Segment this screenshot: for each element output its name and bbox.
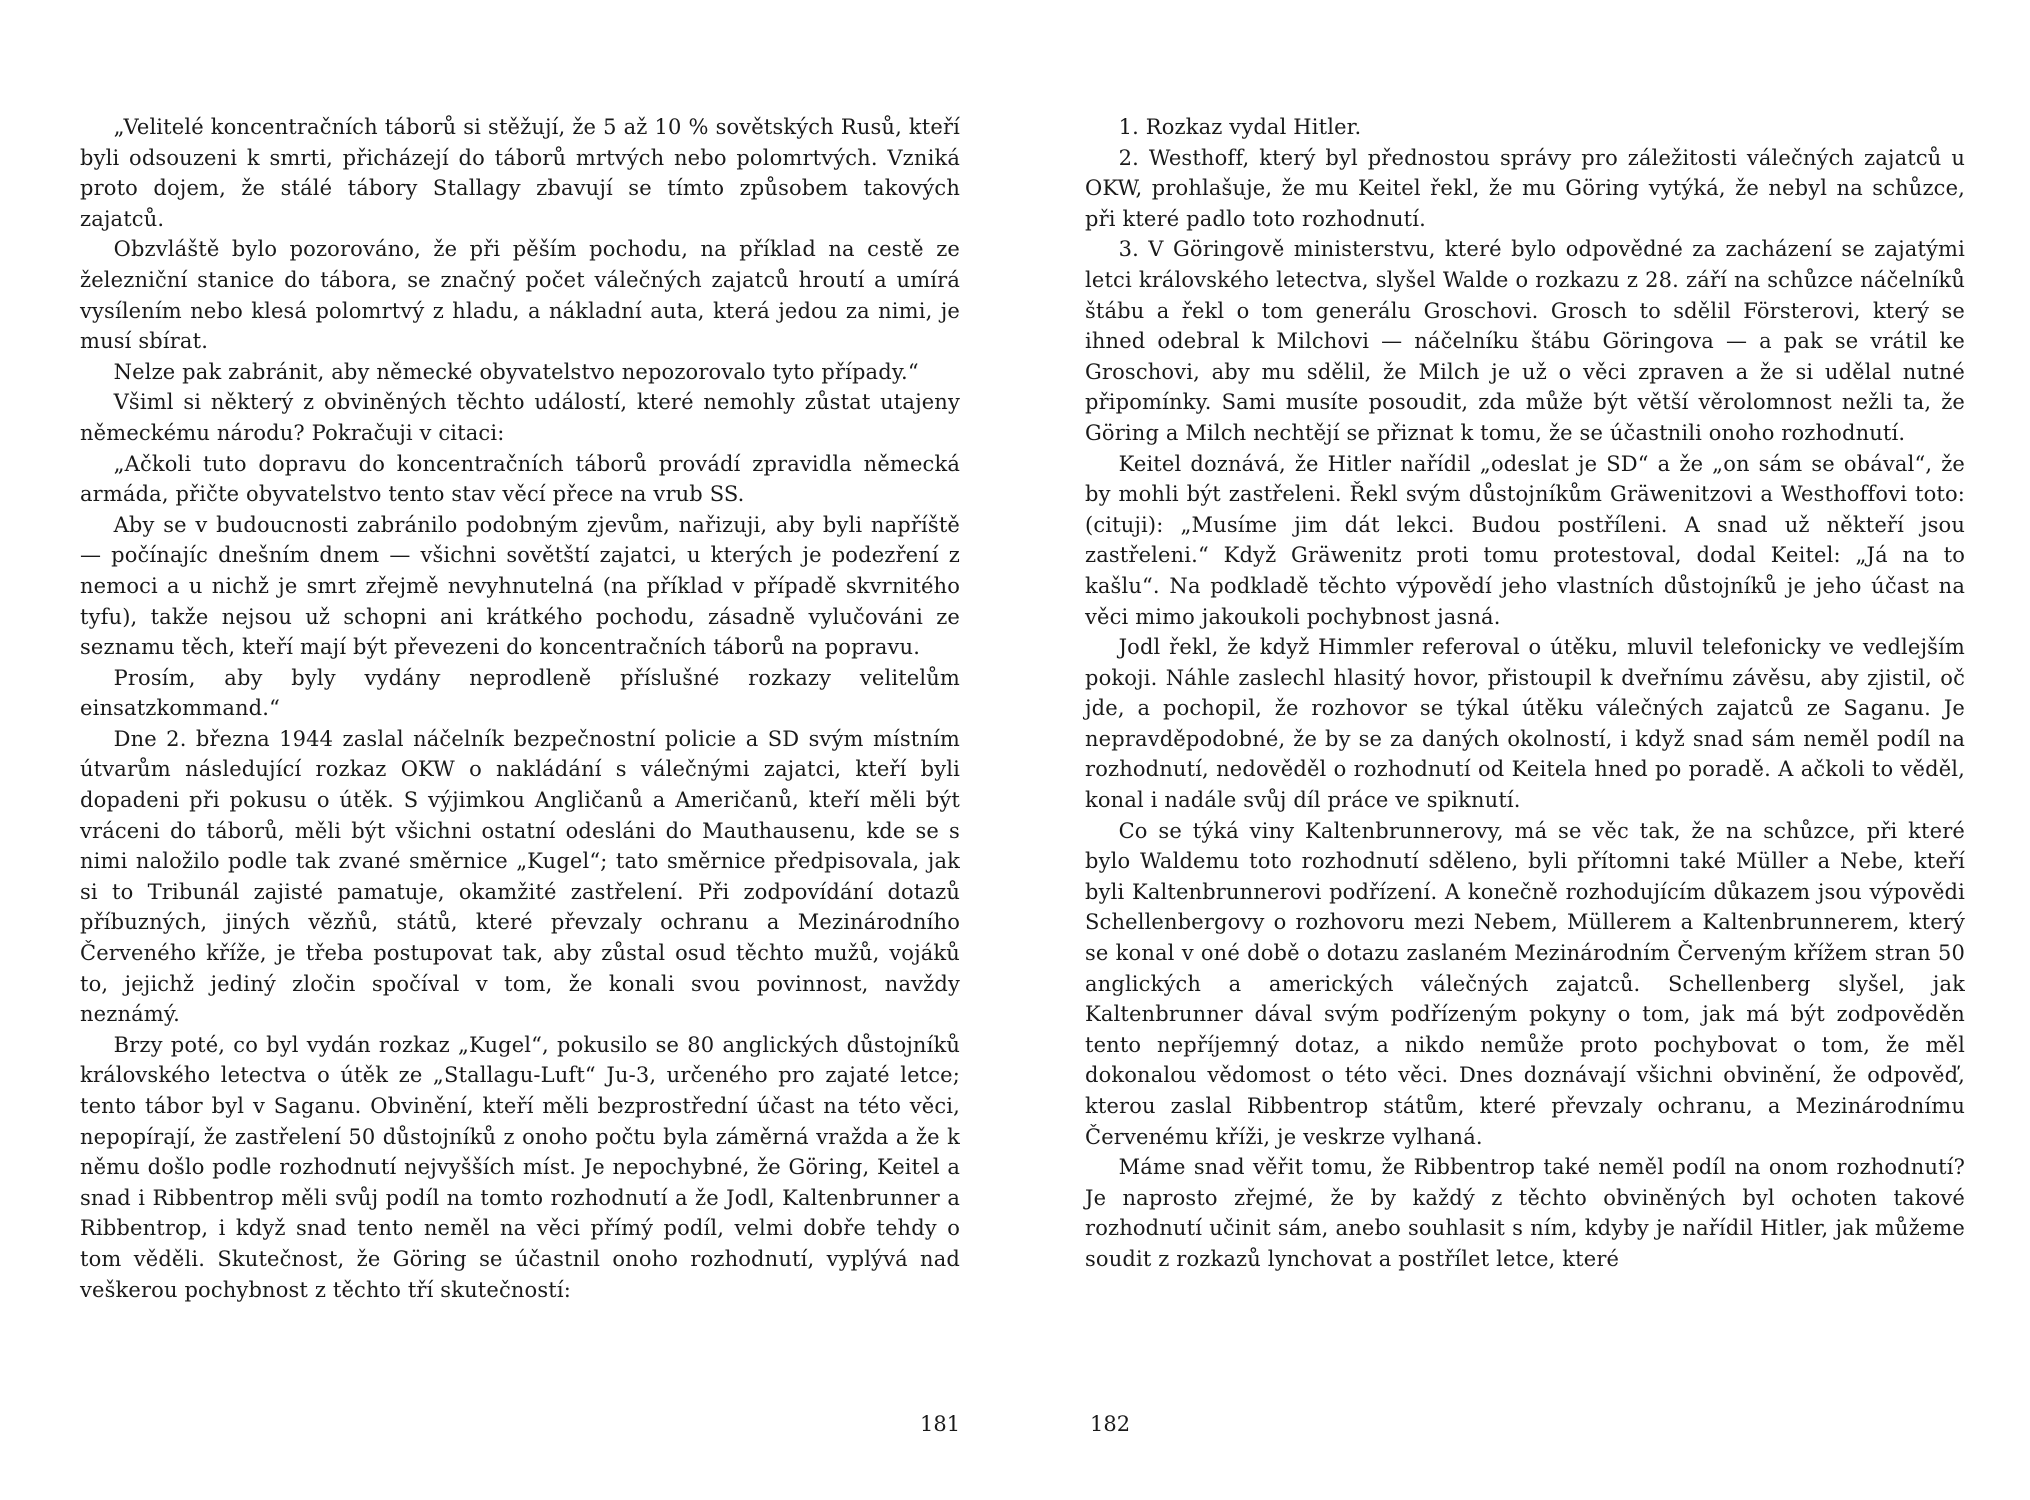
numbered-item: 2. Westhoff, který byl přednostou správy pro záležitosti válečných zajatců u OKW, prohlašuje, že mu Keitel řekl, že mu Göring vytýká, že nebyl na schůzce, při které padlo toto rozhodnutí. (1085, 145, 1965, 231)
paragraph: Aby se v budoucnosti zabránilo podobným zjevům, nařizuji, aby byli napříště — počínajíc dnešním dnem — všichni sovětští zajatci, u kterých je podezření z nemoci a u nichž je smrt zřejmě nevyhnutelná (na příklad v případě skvrnitého tyfu), takže nejsou už schopni ani krátkého pochodu, zásadně vylučováni ze seznamu těch, kteří mají být převezeni do koncentračních táborů na popravu. (80, 512, 960, 660)
paragraph: Všiml si některý z obviněných těchto událostí, které nemohly zůstat utajeny německému národu? Pokračuji v citaci: (80, 390, 960, 445)
left-page (80, 112, 960, 1452)
paragraph: Jodl řekl, že když Himmler referoval o útěku, mluvil telefonicky ve vedlejším pokoji. Náhle zaslechl hlasitý hovor, přistoupil k dveřnímu závěsu, aby zjistil, oč jde, a pochopil, že rozhovor se týkal útěku válečných zajatců ze Saganu. Je nepravděpodobné, že by se za daných okolností, i když snad sám neměl podíl na rozhodnutí, nedověděl o rozhodnutí od Keitela hned po poradě. A ačkoli to věděl, konal i nadále svůj díl práce ve spiknutí. (1085, 635, 1965, 813)
paragraph: Dne 2. března 1944 zaslal náčelník bezpečnostní policie a SD svým místním útvarům následující rozkaz OKW o nakládání s válečnými zajatci, kteří byli dopadeni při pokusu o útěk. S výjimkou Angličanů a Američanů, kteří měli být vráceni do táborů, měli být všichni ostatní odesláni do Mauthausenu, kde se s nimi naložilo podle tak zvané směrnice „Kugel“; tato směrnice předpisovala, jak si to Tribunál zajisté pamatuje, okamžité zastřelení. Při zodpovídání dotazů příbuzných, jiných vězňů, států, které převzaly ochranu a Mezinárodního Červeného kříže, je třeba postupovat tak, aby zůstal osud těchto mužů, vojáků to, jejichž jediný zločin spočíval v tom, že konali svou povinnost, navždy neznámý. (80, 726, 960, 1027)
left-page-body (80, 112, 960, 1305)
numbered-item: 1. Rozkaz vydal Hitler. (1118, 115, 1362, 139)
paragraph: Prosím, aby byly vydány neprodleně příslušné rozkazy velitelům einsatzkommand.“ (80, 665, 960, 721)
paragraph: Nelze pak zabránit, aby německé obyvatelstvo nepozorovalo tyto případy.“ (113, 359, 919, 384)
page-number: 181 (920, 1412, 961, 1436)
paragraph: Máme snad věřit tomu, že Ribbentrop také neměl podíl na onom rozhodnutí? Je naprosto zřejmé, že by každý z těchto obviněných byl ochoten takové rozhodnutí učinit sám, anebo souhlasit s ním, kdyby je nařídil Hitler, jak můžeme soudit z rozkazů lynchovat a postřílet letce, které (1085, 1155, 1965, 1271)
paragraph: Brzy poté, co byl vydán rozkaz „Kugel“, pokusilo se 80 anglických důstojníků královského letectva o útěk ze „Stallagu-Luft“ Ju-3, určeného pro zajaté letce; tento tábor byl v Saganu. Obvinění, kteří měli bezprostřední účast na této věci, nepopírají, že zastřelení 50 důstojníků z onoho počtu byla záměrná vražda a že k němu došlo podle rozhodnutí nejvyšších míst. Je nepochybné, že Göring, Keitel a snad i Ribbentrop měli svůj podíl na tomto rozhodnutí a že Jodl, Kaltenbrunner a Ribbentrop, i když snad tento neměl na věci přímý podíl, velmi dobře tehdy o tom věděli. Skutečnost, že Göring se účastnil onoho rozhodnutí, vyplývá nad veškerou pochybnost z těchto tří skutečností: (80, 1032, 960, 1302)
paragraph: Obzvláště bylo pozorováno, že při pěším pochodu, na příklad na cestě ze železniční stanice do tábora, se značný počet válečných zajatců hroutí a umírá vysílením nebo klesá polomrtvý z hladu, a nákladní auta, která jedou za nimi, je musí sbírat. (80, 237, 960, 354)
right-page (1085, 112, 1965, 1452)
page-number: 182 (1090, 1412, 1131, 1436)
paragraph: Co se týká viny Kaltenbrunnerovy, má se věc tak, že na schůzce, při které bylo Waldemu toto rozhodnutí sděleno, byli přítomni také Müller a Nebe, kteří byli Kaltenbrunnerovi podřízení. A konečně rozhodujícím důkazem jsou výpovědi Schellenbergovy o rozhovoru mezi Nebem, Müllerem a Kaltenbrunnerem, který se konal v oné době o dotazu zaslaném Mezinárodním Červeným křížem stran 50 anglických a amerických válečných zajatců. Schellenberg slyšel, jak Kaltenbrunner dával svým podřízeným pokyny o tom, jak má být zodpověděn tento nepříjemný dotaz, a nikdo nemůže proto pochybovat o tom, že měl dokonalou vědomost o této věci. Dnes doznávají všichni obvinění, že odpověď, kterou zaslal Ribbentrop státům, které převzaly ochranu, a Mezinárodnímu Červenému kříži, je veskrze vylhaná. (1085, 818, 1965, 1149)
paragraph: „Ačkoli tuto dopravu do koncentračních táborů provádí zpravidla německá armáda, přičte obyvatelstvo tento stav věcí přece na vrub SS. (80, 451, 960, 507)
right-page-body (1085, 112, 1965, 1275)
numbered-item: 3. V Göringově ministerstvu, které bylo odpovědné za zacházení se zajatými letci královského letectva, slyšel Walde o rozkazu z 28. září na schůzce náčelníků štábu a řekl o tom generálu Groschovi. Grosch to sdělil Försterovi, který se ihned odebral k Milchovi — náčelníku štábu Göringova — a pak se vrátil ke Groschovi, aby mu sdělil, že Milch je už o věci zpraven a že si udělal nutné připomínky. Sami musíte posoudit, zda může být větší věrolomnost nežli ta, že Göring a Milch nechtějí se přiznat k tomu, že se účastnili onoho rozhodnutí. (1085, 237, 1965, 445)
paragraph: „Velitelé koncentračních táborů si stěžují, že 5 až 10 % sovětských Rusů, kteří byli odsouzeni k smrti, přicházejí do táborů mrtvých nebo polomrtvých. Vzniká proto dojem, že stálé tábory Stallagy zbavují se tímto způsobem takových zajatců. (80, 115, 960, 231)
paragraph: Keitel doznává, že Hitler nařídil „odeslat je SD“ a že „on sám se obával“, že by mohli být zastřeleni. Řekl svým důstojníkům Gräwenitzovi a Westhoffovi toto: (cituji): „Musíme jim dát lekci. Budou postříleni. A snad už někteří jsou zastřeleni.“ Když Gräwenitz proti tomu protestoval, dodal Keitel: „Já na to kašlu“. Na podkladě těchto výpovědí jeho vlastních důstojníků je jeho účast na věci mimo jakoukoli pochybnost jasná. (1085, 451, 1965, 629)
